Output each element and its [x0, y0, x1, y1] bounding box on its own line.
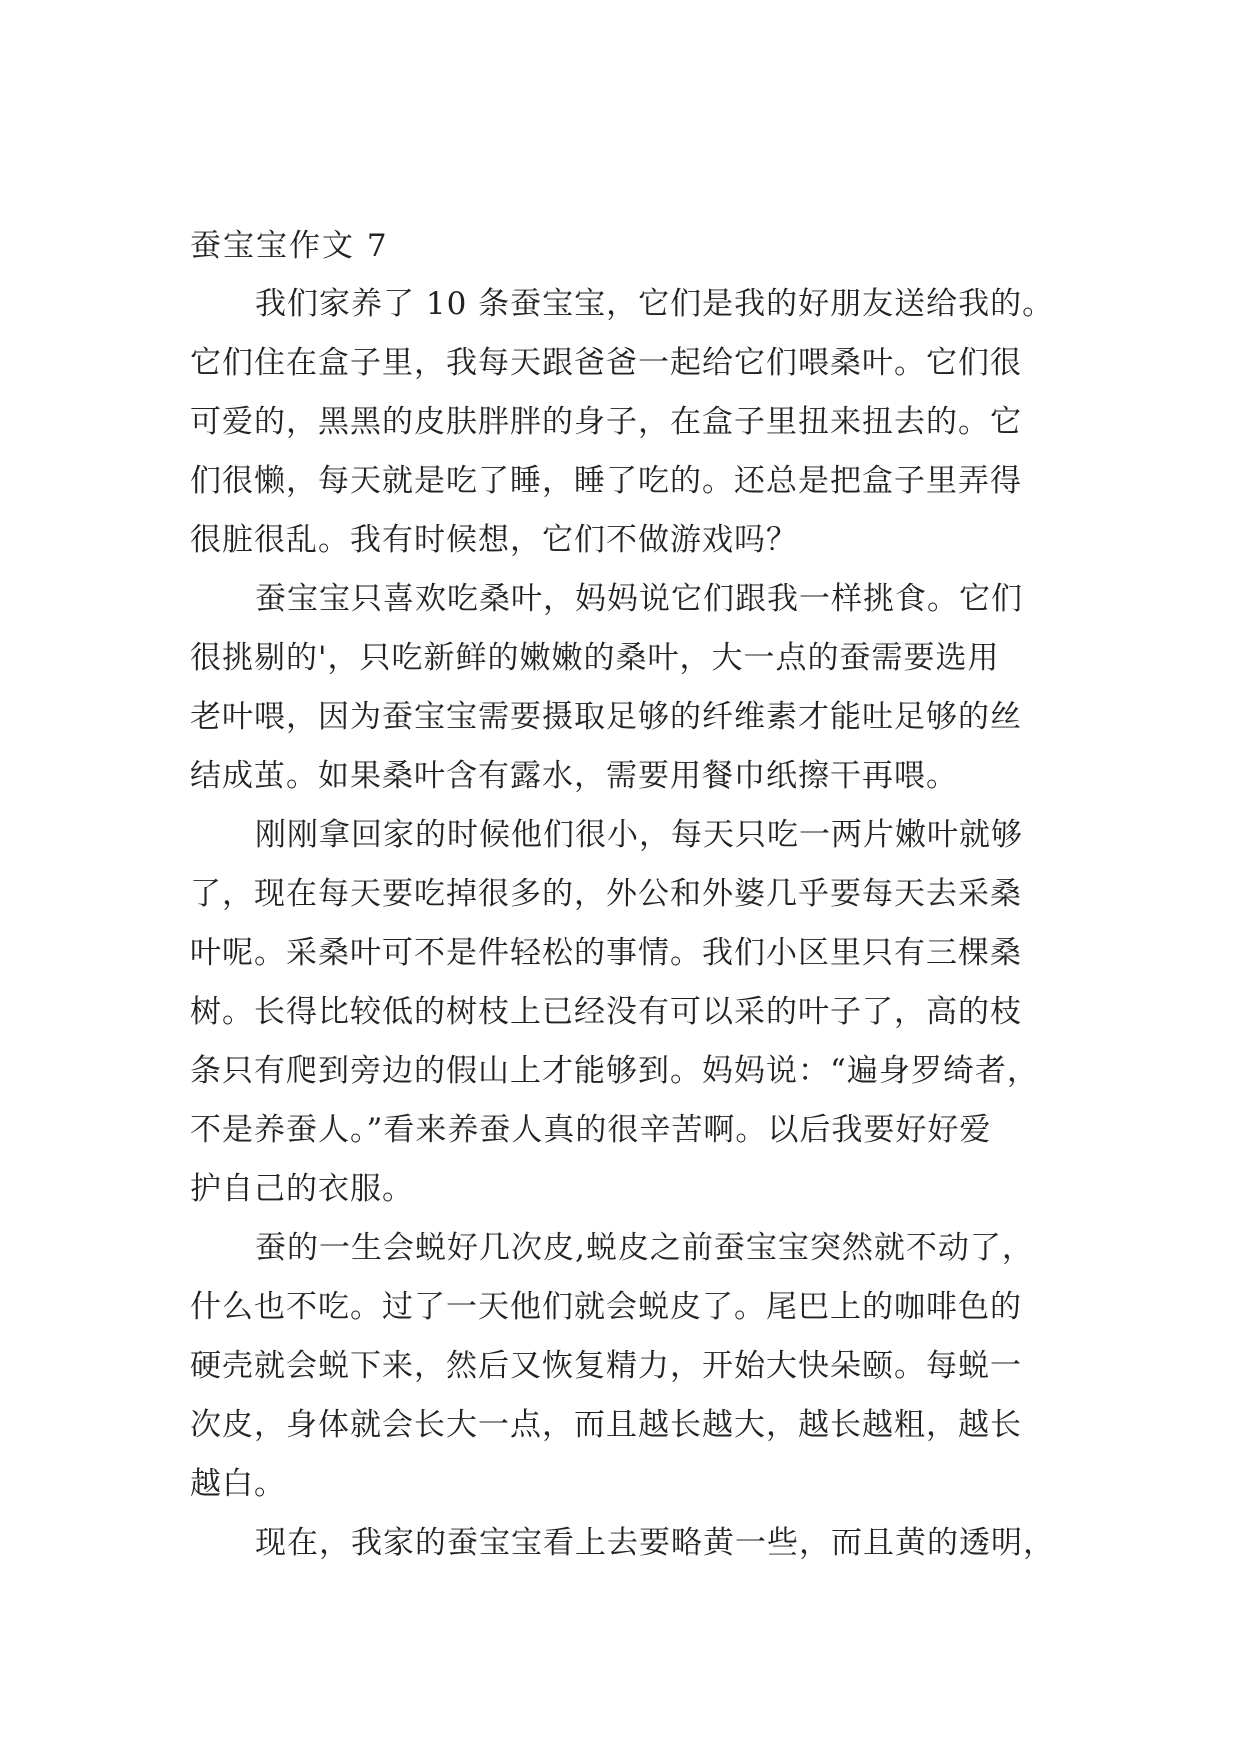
paragraph-1-line-1: 我们家养了 10 条蚕宝宝，它们是我的好朋友送给我的。 [255, 286, 1055, 322]
paragraph-3-line-2: 了，现在每天要吃掉很多的，外公和外婆几乎要每天去采桑 [190, 876, 1022, 912]
paragraph-2-line-4: 结成茧。如果桑叶含有露水，需要用餐巾纸擦干再喂。 [190, 758, 958, 794]
paragraph-3-line-6: 不是养蚕人。”看来养蚕人真的很辛苦啊。以后我要好好爱 [190, 1112, 992, 1148]
paragraph-4-line-2: 什么也不吃。过了一天他们就会蜕皮了。尾巴上的咖啡色的 [190, 1289, 1022, 1325]
paragraph-3-line-7: 护自己的衣服。 [190, 1171, 414, 1207]
paragraph-4-line-4: 次皮，身体就会长大一点，而且越长越大，越长越粗，越长 [190, 1407, 1022, 1443]
paragraph-3-line-1: 刚刚拿回家的时候他们很小，每天只吃一两片嫩叶就够 [255, 817, 1023, 853]
paragraph-4-line-1: 蚕的一生会蜕好几次皮,蜕皮之前蚕宝宝突然就不动了， [255, 1230, 1034, 1266]
paragraph-1-line-3: 可爱的，黑黑的皮肤胖胖的身子，在盒子里扭来扭去的。它 [190, 404, 1022, 440]
paragraph-1-line-4: 们很懒，每天就是吃了睡，睡了吃的。还总是把盒子里弄得 [190, 463, 1022, 499]
paragraph-2-line-3: 老叶喂，因为蚕宝宝需要摄取足够的纤维素才能吐足够的丝 [190, 699, 1022, 735]
paragraph-2-line-2: 很挑剔的'，只吃新鲜的嫩嫩的桑叶，大一点的蚕需要选用 [190, 640, 1000, 676]
paragraph-1-line-2: 它们住在盒子里，我每天跟爸爸一起给它们喂桑叶。它们很 [190, 345, 1022, 381]
paragraph-3-line-4: 树。长得比较低的树枝上已经没有可以采的叶子了，高的枝 [190, 994, 1022, 1030]
paragraph-4-line-5: 越白。 [190, 1466, 286, 1502]
paragraph-1-line-5: 很脏很乱。我有时候想，它们不做游戏吗？ [190, 522, 798, 558]
paragraph-4-line-3: 硬壳就会蜕下来，然后又恢复精力，开始大快朵颐。每蜕一 [190, 1348, 1022, 1384]
document-title: 蚕宝宝作文 7 [190, 228, 389, 264]
paragraph-2-line-1: 蚕宝宝只喜欢吃桑叶，妈妈说它们跟我一样挑食。它们 [255, 581, 1023, 617]
paragraph-3-line-3: 叶呢。采桑叶可不是件轻松的事情。我们小区里只有三棵桑 [190, 935, 1022, 971]
paragraph-5-line-1: 现在，我家的蚕宝宝看上去要略黄一些，而且黄的透明， [255, 1525, 1055, 1561]
paragraph-3-line-5: 条只有爬到旁边的假山上才能够到。妈妈说：“遍身罗绮者， [190, 1053, 1039, 1089]
